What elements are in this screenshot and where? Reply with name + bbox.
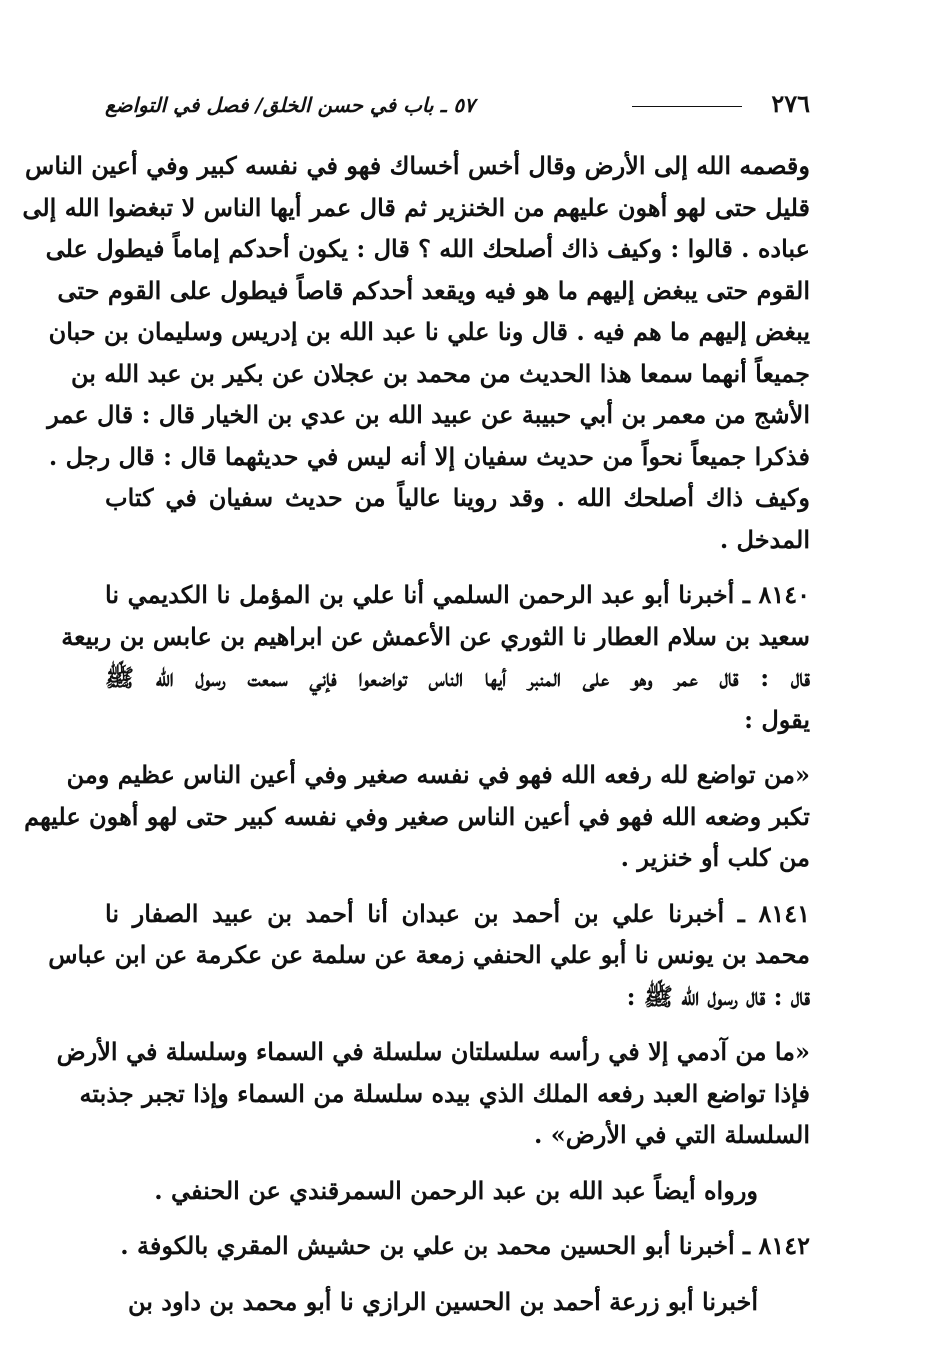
text-line: سعيد بن سلام العطار نا الثوري عن الأعمش عن ابراهيم بن عابس بن ربيعة — [61, 621, 810, 651]
paragraph — [22, 145, 810, 560]
text-line: يبغض إليهم ما هم فيه . قال ونا علي نا عبد الله بن إدريس وسليمان بن حبان — [48, 317, 810, 346]
chapter-title: ٥٧ ـ باب في حسن الخلق/ فصل في التواضع — [105, 93, 475, 117]
text-line: القوم حتى يبغض إليهم ما هو فيه ويقعد أحدكم قاصاً فيطول على القوم حتى — [57, 275, 810, 305]
paragraph-gap — [105, 560, 810, 574]
text-line: وقصمه الله إلى الأرض وقال أخس أخساك فهو في نفسه كبير وفي أعين الناس — [25, 151, 810, 180]
text-line: ٨١٤٠ ـ أخبرنا أبو عبد الرحمن السلمي أنا علي بن المؤمل نا الكديمي نا — [105, 580, 810, 609]
text-line: وكيف ذاك أصلحك الله . وقد روينا عالياً من حديث سفيان في كتاب — [105, 483, 810, 512]
text-line: قال : قال رسول الله ﷺ : — [626, 981, 810, 1011]
header-rule — [632, 106, 742, 107]
text-line: من كلب أو خنزير . — [620, 843, 810, 872]
paragraph-gap — [105, 1156, 810, 1170]
text-line: المدخل . — [719, 524, 810, 554]
paragraph-gap — [105, 1267, 810, 1281]
main-text — [22, 145, 810, 1322]
text-line: فذكرا جميعاً نحواً من حديث سفيان إلا أنه ليس في حديثهما قال : قال رجل . — [48, 441, 810, 471]
text-line: السلسلة التي في الأرض» . — [534, 1120, 810, 1149]
text-line: ورواه أيضاً عبد الله بن عبد الرحمن السمرقندي عن الحنفي . — [154, 1175, 758, 1205]
paragraph — [105, 1170, 810, 1212]
paragraph-gap — [105, 1017, 810, 1031]
paragraph-gap — [105, 879, 810, 893]
text-line: تكبر وضعه الله فهو في أعين الناس صغير وفي نفسه كبير حتى لهو أهون عليهم — [24, 801, 810, 831]
text-line: قليل حتى لهو أهون عليهم من الخنزير ثم قال عمر أيها الناس لا تبغضوا الله إلى — [22, 192, 810, 222]
paragraph-gap — [105, 1211, 810, 1225]
text-line: ٨١٤١ ـ أخبرنا علي بن أحمد بن عبدان أنا أحمد بن عبيد الصفار نا — [105, 898, 810, 928]
text-line: قال : قال عمر وهو على المنبر أيها الناس تواضعوا فإني سمعت رسول الله ﷺ — [105, 663, 810, 692]
paragraph — [61, 574, 810, 740]
paragraph — [105, 1225, 810, 1267]
paragraph — [105, 1281, 810, 1323]
paragraph — [24, 754, 810, 879]
text-line: «ما من آدمي إلا في رأسه سلسلتان سلسلة في السماء وسلسلة في الأرض — [56, 1037, 810, 1066]
paragraph-gap — [105, 740, 810, 754]
text-line: يقول : — [744, 704, 810, 734]
page-number: ٢٧٦ — [771, 89, 810, 118]
text-line: الأشج من معمر بن أبي حبيبة عن عبيد الله بن عدي بن الخيار قال : قال عمر — [47, 400, 810, 429]
text-line: ٨١٤٢ ـ أخبرنا أبو الحسين محمد بن علي بن حشيش المقري بالكوفة . — [120, 1231, 810, 1260]
paragraph — [56, 1031, 810, 1156]
paragraph — [48, 893, 810, 1018]
text-line: عباده . قالوا : وكيف ذاك أصلحك الله ؟ قال : يكون أحدكم إماماً فيطول على — [45, 234, 810, 263]
text-line: جميعاً أنهما سمعا هذا الحديث من محمد بن عجلان عن بكير بن عبد الله بن — [70, 358, 810, 388]
text-line: أخبرنا أبو زرعة أحمد بن الحسين الرازي نا أبو محمد بن داود بن — [127, 1286, 758, 1316]
text-line: محمد بن يونس نا أبو علي الحنفي زمعة عن سلمة عن عكرمة عن ابن عباس — [48, 940, 810, 969]
text-line: «من تواضع لله رفعه الله فهو في نفسه صغير وفي أعين الناس عظيم ومن — [66, 760, 810, 789]
text-line: فإذا تواضع العبد رفعه الملك الذي بيده سلسلة من السماء وإذا تجبر جذبته — [79, 1078, 810, 1108]
running-header — [105, 88, 810, 122]
